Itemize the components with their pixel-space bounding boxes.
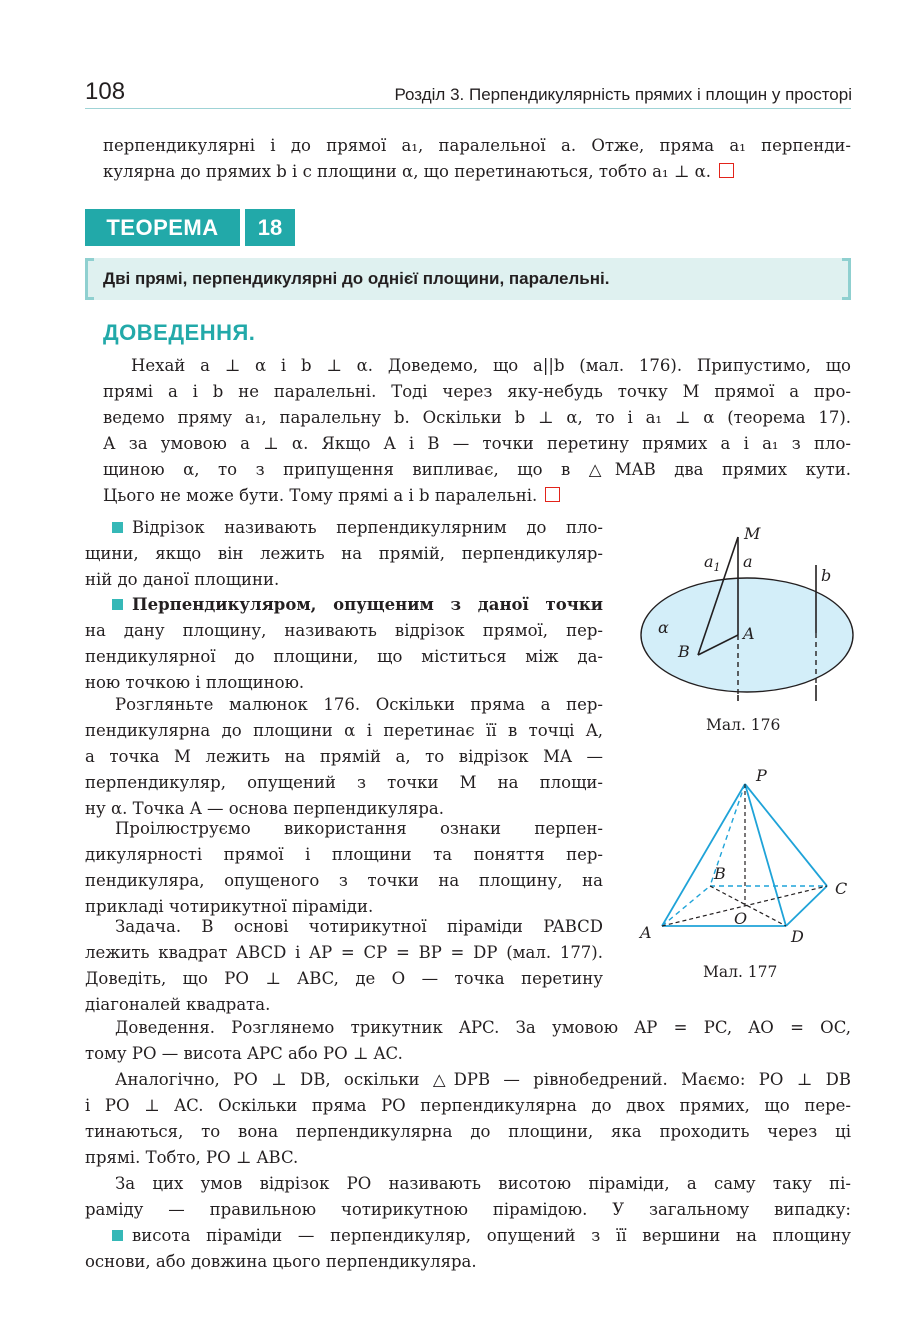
qed-mark [545,487,560,502]
para-line: а точка M лежить на прямій a, то відрізок MA — [85,747,603,766]
solution-line: Доведення. Розглянемо трикутник APC. За умовою AP = PC, AO = OC, [115,1018,851,1037]
para-line: Проілюструємо використання ознаки перпен- [115,819,603,838]
bullet-square [112,522,123,533]
proof-paragraph [103,353,851,509]
def-line: пендикулярної до площини, що міститься між да- [85,647,603,666]
task-line: діагоналей квадрата. [85,995,271,1014]
solution-line: і PO ⊥ AC. Оскільки пряма PO перпендикулярна до двох прямих, що пере- [85,1096,851,1115]
label-a1: $a_1$ [704,552,721,574]
caption-fig177: Мал. 177 [703,963,778,981]
label-D: D [791,927,804,946]
definition-perpendicular-segment [85,515,603,593]
bullet-square [112,1230,123,1241]
label-O: O [734,909,748,928]
def-line: ній до даної площини. [85,570,280,589]
bracket-right [842,258,851,300]
para-line: ну α. Точка A — основа перпендикуляра. [85,799,445,818]
def-line: Відрізок називають перпендикулярним до пло- [85,515,603,541]
label-b: b [821,566,832,585]
def-line: Перпендикуляром, опущеним з даної точки [85,592,603,618]
task-line: Доведіть, що PO ⊥ ABC, де O — точка перетину [85,969,603,988]
label-B: B [714,864,726,883]
paragraph-illustrate [85,816,603,920]
para-line: пендикуляра, опущеного з точки на площину, на [85,871,603,890]
page-number: 108 [85,78,126,105]
paragraph-fig176 [85,692,603,822]
chapter-title: Розділ 3. Перпендикулярність прямих і площин у просторі [394,85,852,104]
para-line: пендикулярна до площини α і перетинає її в точці A, [85,721,603,740]
header-divider [85,108,851,109]
edge-PA [662,784,748,928]
label-M: M [744,524,761,543]
para-line: перпендикуляр, опущений з точки M на площи- [85,773,603,792]
proof-line: А за умовою a ⊥ α. Якщо A і B — точки перетину прямих a і a₁ з пло- [103,434,851,453]
proof-line: щиною α, то з припущення випливає, що в △MAB два прямих кути. [103,460,851,479]
edge-DC [786,886,827,926]
task-paragraph [85,914,603,1018]
intro-line-1: перпендикулярні і до прямої a₁, паралельної a. Отже, пряма a₁ перпенди- [103,136,851,155]
bullet-square [112,599,123,610]
para-line: дикулярності прямої і площини та поняття пер- [85,845,603,864]
solution-line: основи, або довжина цього перпендикуляра. [85,1252,477,1271]
label-B: B [678,642,690,661]
label-A: A [743,624,755,643]
solution-line: За цих умов відрізок PO називають висотою піраміди, а саму таку пі- [115,1174,851,1193]
def-line: на дану площину, називають відрізок прямої, пер- [85,621,603,640]
theorem-statement-box [85,258,851,300]
solution-line: прямі. Тобто, PO ⊥ ABC. [85,1148,299,1167]
qed-mark [719,163,734,178]
label-a: a [743,552,753,571]
solution-line: тинаються, то вона перпендикулярна до площини, яка проходить через ці [85,1122,851,1141]
proof-heading: ДОВЕДЕННЯ. [103,320,256,345]
para-line: прикладі чотирикутної піраміди. [85,897,374,916]
solution-line: тому PO — висота APC або PO ⊥ AC. [85,1044,403,1063]
solution-paragraph [85,1015,851,1275]
solution-line: висота піраміди — перпендикуляр, опущений з її вершини на площину [85,1223,851,1249]
task-line: Задача. В основі чотирикутної піраміди PABCD [115,917,603,936]
definition-perpendicular-from-point [85,592,603,696]
solution-line: раміду — правильною чотирикутною пірамідою. У загальному випадку: [85,1200,851,1219]
bracket-left [85,258,94,300]
proof-line: ведемо пряму a₁, паралельну b. Оскільки b ⊥ α, то і a₁ ⊥ α (теорема 17). [103,408,851,427]
proof-line: Нехай a ⊥ α і b ⊥ α. Доведемо, що a||b (мал. 176). Припустимо, що [131,356,851,375]
label-alpha: α [658,618,669,637]
proof-line: Цього не може бути. Тому прямі a і b паралельні. [103,483,851,509]
figure-177 [630,762,870,952]
para-line: Розгляньте малюнок 176. Оскільки пряма a пер- [115,695,603,714]
intro-paragraph [103,133,851,185]
label-P: P [756,766,767,785]
task-line: лежить квадрат ABCD і AP = CP = BP = DP (мал. 177). [85,943,603,962]
diagonal-BD [710,886,786,926]
label-A: A [640,923,652,942]
def-line: щини, якщо він лежить на прямій, перпендикуляр- [85,544,603,563]
figure-176 [630,515,870,705]
theorem-label: ТЕОРЕМА [85,209,240,246]
label-C: C [835,879,848,898]
proof-line: прямі a і b не паралельні. Тоді через яку-небудь точку M прямої a про- [103,382,851,401]
caption-fig176: Мал. 176 [706,716,781,734]
edge-PC [745,784,827,886]
theorem-statement: Дві прямі, перпендикулярні до однієї площини, паралельні. [103,269,610,288]
solution-line: Аналогічно, PO ⊥ DB, оскільки △DPB — рівнобедрений. Маємо: PO ⊥ DB [115,1070,851,1089]
def-line: ною точкою і площиною. [85,673,305,692]
intro-line-2: кулярна до прямих b і c площини α, що перетинаються, тобто a₁ ⊥ α. [103,159,851,185]
theorem-number: 18 [245,209,295,246]
